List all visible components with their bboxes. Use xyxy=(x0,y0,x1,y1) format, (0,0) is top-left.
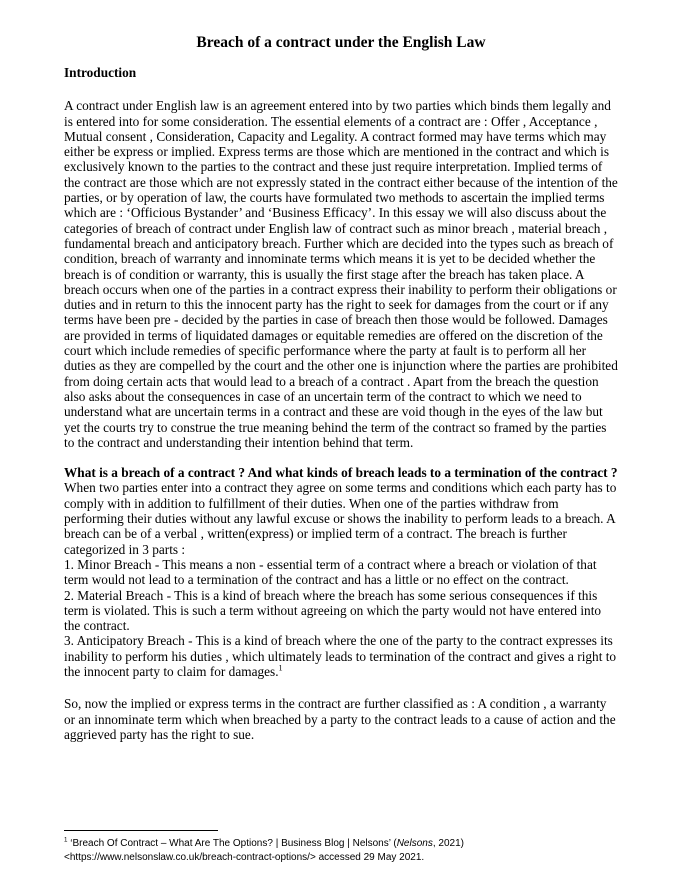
footnote-marker: 1 xyxy=(64,836,68,844)
footnote-citation-text: ‘Breach Of Contract – What Are The Options? | Business Blog | Nelsons’ ( xyxy=(70,838,397,849)
list-item-anticipatory-text: 3. Anticipatory Breach - This is a kind of breach where the one of the party to the contract expresses its inability to perform his duties , which ultimately leads to termination of the contract and gives a right to the innocent party to claim for damages. xyxy=(64,633,617,679)
footnote xyxy=(64,837,618,866)
footnote-citation-tail: , 2021) <https://www.nelsonslaw.co.uk/breach-contract-options/> accessed 29 May 2021. xyxy=(64,838,464,864)
list-item-material-breach: 2. Material Breach - This is a kind of breach where the breach has some serious consequences if this term is violated. This is such a term without agreeing on which the party would not have entered into the contract. xyxy=(64,587,602,634)
introduction-paragraph: A contract under English law is an agreement entered into by two parties which binds them legally and is entered into for some consideration. The essential elements of a contract are : Offer , Acceptance , Mutual consent , Consideration, Capacity and Legality. A contract formed may have terms which may either be express or implied. Express terms are those which are mentioned in the contract and which is exclusively known to the parties to the contract and these just require interpretation. Implied terms of the contract are those which are not expressly stated in the contract either because of the intention of the parties, or by operation of law, the courts have formulated two methods to ascertain the implied terms which are : ‘Officious Bystander’ and ‘Business Efficacy’. In this essay we will also discuss about the categories of breach of contract under English law of contract such as minor breach , material breach , fundamental breach and anticipatory breach. Further which are decided into the types such as breach of condition, breach of warranty and innominate terms which means it is yet to be decided whether the breach is of condition or warranty, this is usually the first stage after the breach has taken place. A breach occurs when one of the parties in a contract express their inability to perform their obligations or duties and in return to this the innocent party has the right to seek for damages from the court or if any terms have been pre - decided by the parties in case of breach then those would be followed. Damages are provided in terms of liquidated damages or equitable remedies are offered on the discretion of the court which include remedies of specific performance where the party at fault is to perform all her duties as they are compelled by the court and the other one is injunction where the parties are prohibited from doing certain acts that would lead to a breach of a contract . Apart from the breach the question also asks about the consequences in case of an uncertain term of the contract to which we need to understand what are uncertain terms in a contract and these are void though in the eyes of the law but yet the courts try to construe the true meaning behind the term of the contract so framed by the parties to the contract and understanding their intention behind that term. xyxy=(64,98,618,450)
introduction-heading: Introduction xyxy=(64,65,137,80)
document-title: Breach of a contract under the English Law xyxy=(196,34,486,51)
closing-paragraph: So, now the implied or express terms in the contract are further classified as : A condition , a warranty or an innominate term which when breached by a party to the contract leads to a cause of action and the aggrieved party has the right to sue. xyxy=(64,696,616,742)
list-item-anticipatory-breach xyxy=(64,633,618,679)
footnote-reference: 1 xyxy=(278,663,283,673)
breach-question-heading: What is a breach of a contract ? And what kinds of breach leads to a termination of the contract ? xyxy=(64,465,618,481)
footnote-separator xyxy=(64,830,218,831)
footnote-citation-italic: Nelsons xyxy=(396,838,433,849)
list-item-minor-breach: 1. Minor Breach - This means a non - essential term of a contract where a breach or violation of that term would not lead to a termination of the contract and has a little or no effect on the contract. xyxy=(64,556,597,588)
footnote-area xyxy=(64,830,618,866)
breach-intro-paragraph: When two parties enter into a contract they agree on some terms and conditions which each party has to comply with in addition to fulfillment of their duties. When one of the parties withdraw from performing their duties without any lawful excuse or shows the inability to perform leads to a breach. A breach can be of a verbal , written(express) or implied term of a contract. The breach is further categorized in 3 parts : xyxy=(64,480,617,557)
